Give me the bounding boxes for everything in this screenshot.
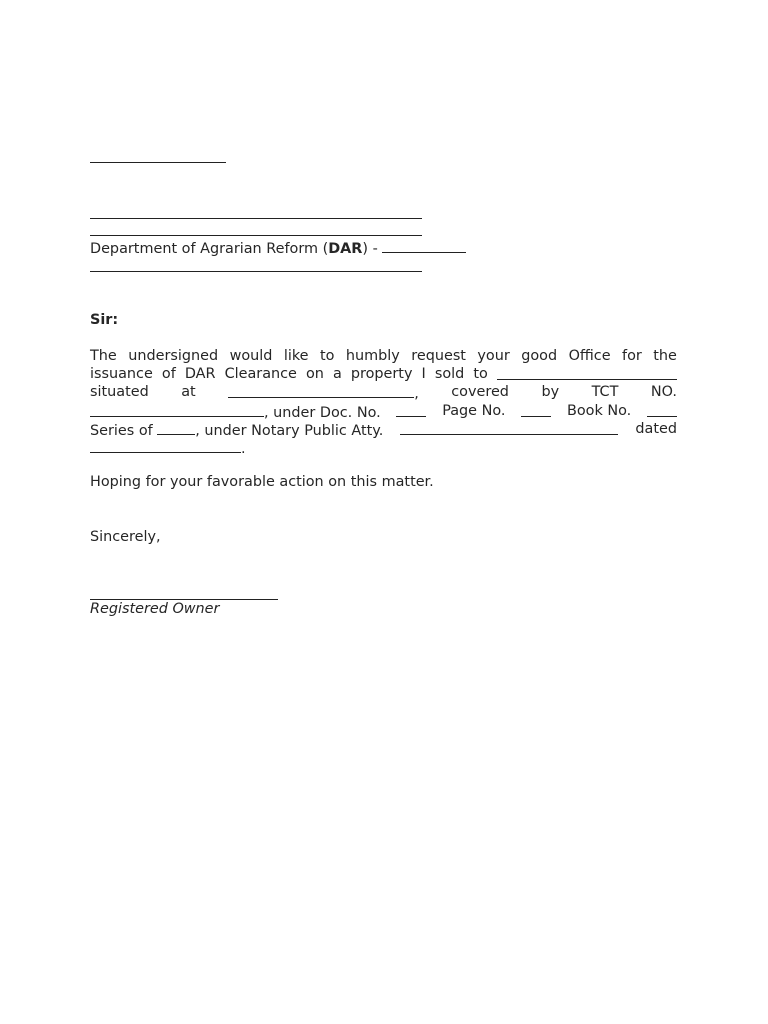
word: a [332,366,342,383]
doc-number-blank[interactable] [396,402,426,417]
notary-name-blank[interactable] [400,420,618,435]
body-line-6 [90,438,677,456]
text-run: Series of [90,422,153,439]
tct-number-blank[interactable] [90,402,264,417]
word: like [283,348,309,364]
body-paragraph [90,347,677,456]
word: dated [635,420,677,437]
valediction: Sincerely, [90,529,161,545]
word: by [541,384,560,401]
word: of [161,366,176,383]
body-line-1 [90,347,677,365]
word: on [305,366,324,383]
word: good [521,348,558,364]
addressee-position-line[interactable] [90,235,422,236]
text-run: Page No. [442,402,506,419]
body-line-5 [90,420,677,438]
property-location-blank[interactable] [228,383,414,398]
closing-request: Hoping for your favorable action on this matter. [90,474,434,490]
signatory-label: Registered Owner [90,601,220,617]
word: issuance [90,366,153,383]
date-line[interactable] [90,162,226,163]
word: sold [434,366,465,383]
word: property [350,366,413,383]
word: undersigned [128,348,219,364]
addressee-address-line[interactable] [90,271,422,272]
word: the [653,348,677,364]
word: humbly [345,348,400,364]
series-year-blank[interactable] [157,420,195,435]
word: covered [451,384,509,401]
department-suffix: ) - [362,241,378,257]
word: I [421,366,426,383]
page-number-blank[interactable] [521,402,551,417]
addressee-name-line[interactable] [90,218,422,219]
word: to [319,348,335,364]
buyer-name-blank[interactable] [497,365,677,380]
word: NO. [650,384,677,401]
notarization-date-blank[interactable] [90,438,241,453]
body-line-2 [90,365,677,383]
department-abbreviation: DAR [328,241,363,257]
word: DAR [184,366,216,383]
addressee-department [90,238,466,258]
word: Clearance [224,366,297,383]
word: your [477,348,510,364]
word: , [414,386,419,403]
word: The [90,348,117,364]
text-run: , under Notary Public Atty. [195,422,384,439]
word: situated [90,384,149,401]
word: TCT [591,384,619,401]
text-run: , under Doc. No. [264,404,381,421]
word: at [181,384,196,401]
word: would [229,348,273,364]
word: to [473,366,488,383]
body-line-3 [90,383,677,401]
book-number-blank[interactable] [647,402,677,417]
word: for [622,348,642,364]
word: . [241,440,246,457]
text-run: Book No. [566,402,632,419]
department-name: Department of Agrarian Reform ( [90,241,329,257]
body-line-4 [90,402,677,420]
department-office-blank[interactable] [382,238,466,253]
salutation: Sir: [90,312,119,328]
word: Office [568,348,611,364]
word: request [411,348,466,364]
